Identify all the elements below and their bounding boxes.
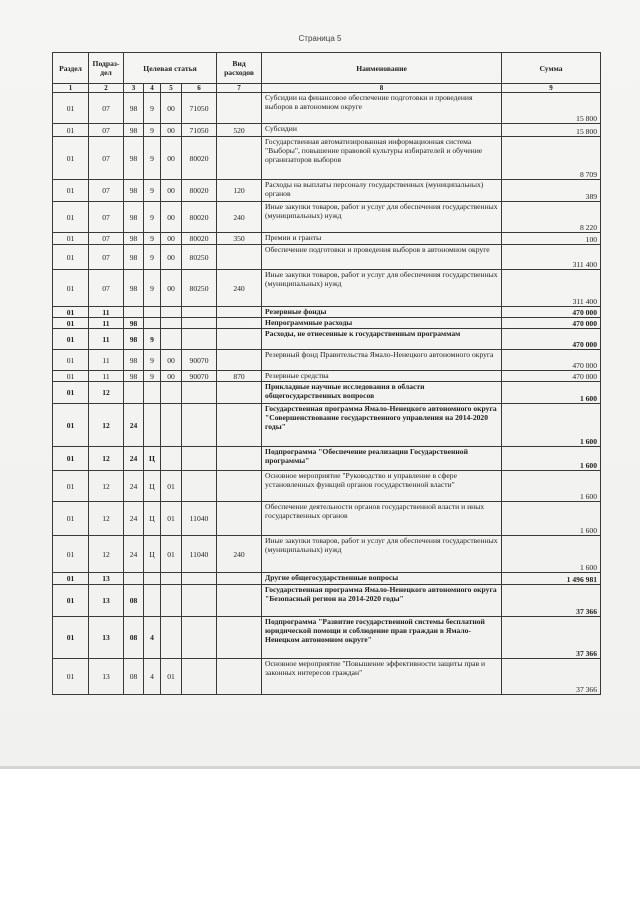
subprogram-code: Ц	[144, 471, 161, 502]
program-code: 98	[124, 245, 144, 270]
section-code: 01	[53, 318, 89, 329]
table-row	[53, 329, 601, 350]
item-amount: 37 366	[502, 617, 601, 659]
section-code: 01	[53, 180, 89, 202]
subprogram-code: Ц	[144, 447, 161, 471]
program-code: 98	[124, 329, 144, 350]
item-amount: 37 366	[502, 585, 601, 617]
header-amount: Сумма	[502, 53, 601, 84]
section-code: 01	[53, 371, 89, 382]
subprogram-code: 9	[144, 329, 161, 350]
table-row	[53, 318, 601, 329]
expense-type-code: 240	[217, 202, 262, 233]
section-code: 01	[53, 471, 89, 502]
section-code: 01	[53, 536, 89, 573]
section-code: 01	[53, 585, 89, 617]
table-row	[53, 350, 601, 371]
expense-type-code	[217, 350, 262, 371]
table-row	[53, 659, 601, 695]
item-amount: 1 496 981	[502, 573, 601, 585]
subprogram-code	[144, 382, 161, 404]
subsection-code: 13	[89, 573, 124, 585]
program-code: 98	[124, 270, 144, 307]
item-name: Иные закупки товаров, работ и услуг для обеспечения государственных (муниципальных) нужд	[262, 270, 502, 307]
item-name: Резервные фонды	[262, 307, 502, 318]
header-expense-type: Вид расходов	[217, 53, 262, 84]
program-code	[124, 307, 144, 318]
expense-type-code	[217, 573, 262, 585]
budget-table	[52, 52, 601, 695]
subprogram-code: 9	[144, 270, 161, 307]
direction-code: 90070	[182, 350, 217, 371]
expense-type-code	[217, 659, 262, 695]
item-name: Подпрограмма "Развитие государственной системы бесплатной юридической помощи и соблюдение прав граждан в Ямало-Ненецком автономном округе"	[262, 617, 502, 659]
expense-type-code: 350	[217, 233, 262, 245]
subsection-code: 13	[89, 617, 124, 659]
section-code: 01	[53, 202, 89, 233]
subsection-code: 07	[89, 245, 124, 270]
activity-code	[161, 447, 182, 471]
subsection-code: 12	[89, 471, 124, 502]
program-code: 98	[124, 180, 144, 202]
subprogram-code: 9	[144, 124, 161, 137]
item-amount: 8 709	[502, 137, 601, 180]
subsection-code: 11	[89, 318, 124, 329]
section-code: 01	[53, 124, 89, 137]
section-code: 01	[53, 93, 89, 124]
expense-type-code	[217, 502, 262, 536]
subsection-code: 13	[89, 659, 124, 695]
item-amount: 389	[502, 180, 601, 202]
activity-code: 00	[161, 270, 182, 307]
subsection-code: 12	[89, 536, 124, 573]
item-amount: 470 000	[502, 318, 601, 329]
direction-code	[182, 617, 217, 659]
subprogram-code: 9	[144, 233, 161, 245]
subprogram-code: 9	[144, 245, 161, 270]
table-row	[53, 270, 601, 307]
activity-code: 01	[161, 502, 182, 536]
item-amount: 1 600	[502, 382, 601, 404]
direction-code: 71050	[182, 93, 217, 124]
activity-code: 00	[161, 124, 182, 137]
item-amount: 470 000	[502, 371, 601, 382]
item-amount: 311 400	[502, 270, 601, 307]
subsection-code: 07	[89, 270, 124, 307]
header-section: Раздел	[53, 53, 89, 84]
subprogram-code: 9	[144, 137, 161, 180]
section-code: 01	[53, 447, 89, 471]
activity-code	[161, 404, 182, 447]
subprogram-code	[144, 573, 161, 585]
section-code: 01	[53, 270, 89, 307]
section-code: 01	[53, 137, 89, 180]
item-name: Другие общегосударственные вопросы	[262, 573, 502, 585]
column-number: 5	[161, 84, 182, 93]
table-row	[53, 124, 601, 137]
subsection-code: 11	[89, 307, 124, 318]
subsection-code: 07	[89, 180, 124, 202]
program-code: 08	[124, 585, 144, 617]
direction-code	[182, 585, 217, 617]
item-name: Расходы, не отнесенные к государственным программам	[262, 329, 502, 350]
program-code: 24	[124, 447, 144, 471]
item-name: Субсидии	[262, 124, 502, 137]
direction-code: 80020	[182, 202, 217, 233]
item-name: Государственная программа Ямало-Ненецкого автономного округа "Безопасный регион на 2014-2020 годы"	[262, 585, 502, 617]
expense-type-code	[217, 471, 262, 502]
direction-code: 80020	[182, 137, 217, 180]
subsection-code: 12	[89, 382, 124, 404]
program-code: 08	[124, 617, 144, 659]
item-amount: 470 000	[502, 350, 601, 371]
program-code: 98	[124, 137, 144, 180]
item-name: Государственная автоматизированная информационная система "Выборы", повышение правовой культуры избирателей и обучение организаторов выборов	[262, 137, 502, 180]
subprogram-code: Ц	[144, 502, 161, 536]
table-row	[53, 137, 601, 180]
section-code: 01	[53, 617, 89, 659]
activity-code	[161, 318, 182, 329]
direction-code	[182, 329, 217, 350]
direction-code	[182, 318, 217, 329]
direction-code: 90070	[182, 371, 217, 382]
header-target-article: Целевая статья	[124, 53, 217, 84]
item-amount: 8 220	[502, 202, 601, 233]
program-code: 98	[124, 202, 144, 233]
table-body	[53, 93, 601, 695]
table-row	[53, 245, 601, 270]
table-row	[53, 382, 601, 404]
direction-code: 11040	[182, 502, 217, 536]
column-number: 7	[217, 84, 262, 93]
table-row	[53, 371, 601, 382]
table-row	[53, 180, 601, 202]
item-name: Основное мероприятие "Руководство и управление в сфере установленных функций органов государственной власти"	[262, 471, 502, 502]
item-amount: 1 600	[502, 447, 601, 471]
subprogram-code: Ц	[144, 536, 161, 573]
expense-type-code	[217, 585, 262, 617]
subprogram-code: 9	[144, 93, 161, 124]
activity-code: 00	[161, 93, 182, 124]
activity-code: 01	[161, 471, 182, 502]
activity-code: 00	[161, 245, 182, 270]
item-name: Иные закупки товаров, работ и услуг для обеспечения государственных (муниципальных) нужд	[262, 202, 502, 233]
expense-type-code	[217, 93, 262, 124]
item-amount: 100	[502, 233, 601, 245]
item-amount: 1 600	[502, 502, 601, 536]
program-code: 24	[124, 536, 144, 573]
subsection-code: 12	[89, 502, 124, 536]
section-code: 01	[53, 659, 89, 695]
table-row	[53, 447, 601, 471]
expense-type-code	[217, 137, 262, 180]
item-name: Резервные средства	[262, 371, 502, 382]
program-code: 24	[124, 502, 144, 536]
item-name: Подпрограмма "Обеспечение реализации Государственной программы"	[262, 447, 502, 471]
column-number: 6	[182, 84, 217, 93]
item-amount: 470 000	[502, 329, 601, 350]
direction-code: 71050	[182, 124, 217, 137]
column-number: 3	[124, 84, 144, 93]
activity-code: 01	[161, 659, 182, 695]
item-name: Субсидии на финансовое обеспечение подготовки и проведения выборов в автономном округе	[262, 93, 502, 124]
section-code: 01	[53, 233, 89, 245]
subprogram-code: 4	[144, 659, 161, 695]
activity-code	[161, 573, 182, 585]
program-code: 08	[124, 659, 144, 695]
expense-type-code: 120	[217, 180, 262, 202]
item-amount: 311 400	[502, 245, 601, 270]
item-name: Непрограммные расходы	[262, 318, 502, 329]
program-code: 98	[124, 350, 144, 371]
column-number-row	[53, 84, 601, 93]
table-row	[53, 404, 601, 447]
table-row	[53, 573, 601, 585]
program-code	[124, 573, 144, 585]
section-code: 01	[53, 245, 89, 270]
subprogram-code	[144, 404, 161, 447]
section-code: 01	[53, 502, 89, 536]
subsection-code: 11	[89, 350, 124, 371]
program-code: 24	[124, 471, 144, 502]
subprogram-code	[144, 318, 161, 329]
direction-code: 80020	[182, 180, 217, 202]
column-number: 8	[262, 84, 502, 93]
item-amount: 1 600	[502, 404, 601, 447]
direction-code	[182, 404, 217, 447]
item-amount: 15 800	[502, 124, 601, 137]
activity-code: 00	[161, 350, 182, 371]
subsection-code: 11	[89, 329, 124, 350]
expense-type-code	[217, 617, 262, 659]
activity-code	[161, 617, 182, 659]
item-name: Иные закупки товаров, работ и услуг для обеспечения государственных (муниципальных) нужд	[262, 536, 502, 573]
page-number-label: Страница 5	[298, 34, 342, 43]
table-row	[53, 536, 601, 573]
subsection-code: 07	[89, 124, 124, 137]
section-code: 01	[53, 404, 89, 447]
header-subsection: Подраз-дел	[89, 53, 124, 84]
subsection-code: 07	[89, 137, 124, 180]
item-name: Государственная программа Ямало-Ненецкого автономного округа "Совершенствование государственного управления на 2014-2020 годы"	[262, 404, 502, 447]
expense-type-code: 520	[217, 124, 262, 137]
section-code: 01	[53, 329, 89, 350]
expense-type-code	[217, 329, 262, 350]
activity-code: 00	[161, 233, 182, 245]
header-row	[53, 53, 601, 84]
column-number: 9	[502, 84, 601, 93]
table-row	[53, 93, 601, 124]
item-amount: 1 600	[502, 471, 601, 502]
column-number: 1	[53, 84, 89, 93]
item-name: Премии и гранты	[262, 233, 502, 245]
subsection-code: 07	[89, 233, 124, 245]
item-name: Расходы на выплаты персоналу государственных (муниципальных) органов	[262, 180, 502, 202]
section-code: 01	[53, 307, 89, 318]
expense-type-code	[217, 307, 262, 318]
direction-code: 80250	[182, 270, 217, 307]
section-code: 01	[53, 382, 89, 404]
direction-code: 80020	[182, 233, 217, 245]
column-number: 4	[144, 84, 161, 93]
table-row	[53, 307, 601, 318]
activity-code	[161, 585, 182, 617]
subsection-code: 13	[89, 585, 124, 617]
table-row	[53, 502, 601, 536]
subprogram-code: 9	[144, 371, 161, 382]
expense-type-code	[217, 404, 262, 447]
expense-type-code: 240	[217, 270, 262, 307]
subsection-code: 11	[89, 371, 124, 382]
program-code: 98	[124, 93, 144, 124]
activity-code	[161, 307, 182, 318]
table-row	[53, 585, 601, 617]
item-name: Основное мероприятие "Повышение эффективности защиты прав и законных интересов граждан"	[262, 659, 502, 695]
program-code: 98	[124, 371, 144, 382]
subsection-code: 12	[89, 447, 124, 471]
direction-code	[182, 307, 217, 318]
program-code	[124, 382, 144, 404]
expense-type-code	[217, 447, 262, 471]
expense-type-code: 240	[217, 536, 262, 573]
program-code: 24	[124, 404, 144, 447]
item-name: Обеспечение деятельности органов государственной власти и иных государственных органов	[262, 502, 502, 536]
item-amount: 37 366	[502, 659, 601, 695]
table-row	[53, 471, 601, 502]
direction-code	[182, 573, 217, 585]
table-row	[53, 617, 601, 659]
expense-type-code	[217, 318, 262, 329]
column-number: 2	[89, 84, 124, 93]
program-code: 98	[124, 318, 144, 329]
header-name: Наименование	[262, 53, 502, 84]
expense-type-code	[217, 245, 262, 270]
subprogram-code: 4	[144, 617, 161, 659]
section-code: 01	[53, 350, 89, 371]
subprogram-code: 9	[144, 350, 161, 371]
subprogram-code	[144, 307, 161, 318]
table-row	[53, 233, 601, 245]
activity-code: 00	[161, 202, 182, 233]
subsection-code: 07	[89, 202, 124, 233]
activity-code: 00	[161, 137, 182, 180]
activity-code: 00	[161, 371, 182, 382]
subprogram-code: 9	[144, 202, 161, 233]
item-name: Прикладные научные исследования в области общегосударственных вопросов	[262, 382, 502, 404]
item-amount: 1 600	[502, 536, 601, 573]
direction-code	[182, 471, 217, 502]
direction-code	[182, 447, 217, 471]
item-amount: 15 800	[502, 93, 601, 124]
program-code: 98	[124, 124, 144, 137]
subprogram-code: 9	[144, 180, 161, 202]
activity-code	[161, 382, 182, 404]
item-amount: 470 000	[502, 307, 601, 318]
item-name: Резервный фонд Правительства Ямало-Ненецкого автономного округа	[262, 350, 502, 371]
direction-code: 11040	[182, 536, 217, 573]
scan-edge	[0, 766, 640, 769]
subsection-code: 07	[89, 93, 124, 124]
direction-code: 80250	[182, 245, 217, 270]
activity-code: 01	[161, 536, 182, 573]
activity-code: 00	[161, 180, 182, 202]
item-name: Обеспечение подготовки и проведения выборов в автономном округе	[262, 245, 502, 270]
expense-type-code: 870	[217, 371, 262, 382]
table-row	[53, 202, 601, 233]
expense-type-code	[217, 382, 262, 404]
program-code: 98	[124, 233, 144, 245]
subsection-code: 12	[89, 404, 124, 447]
activity-code	[161, 329, 182, 350]
direction-code	[182, 382, 217, 404]
section-code: 01	[53, 573, 89, 585]
subprogram-code	[144, 585, 161, 617]
direction-code	[182, 659, 217, 695]
